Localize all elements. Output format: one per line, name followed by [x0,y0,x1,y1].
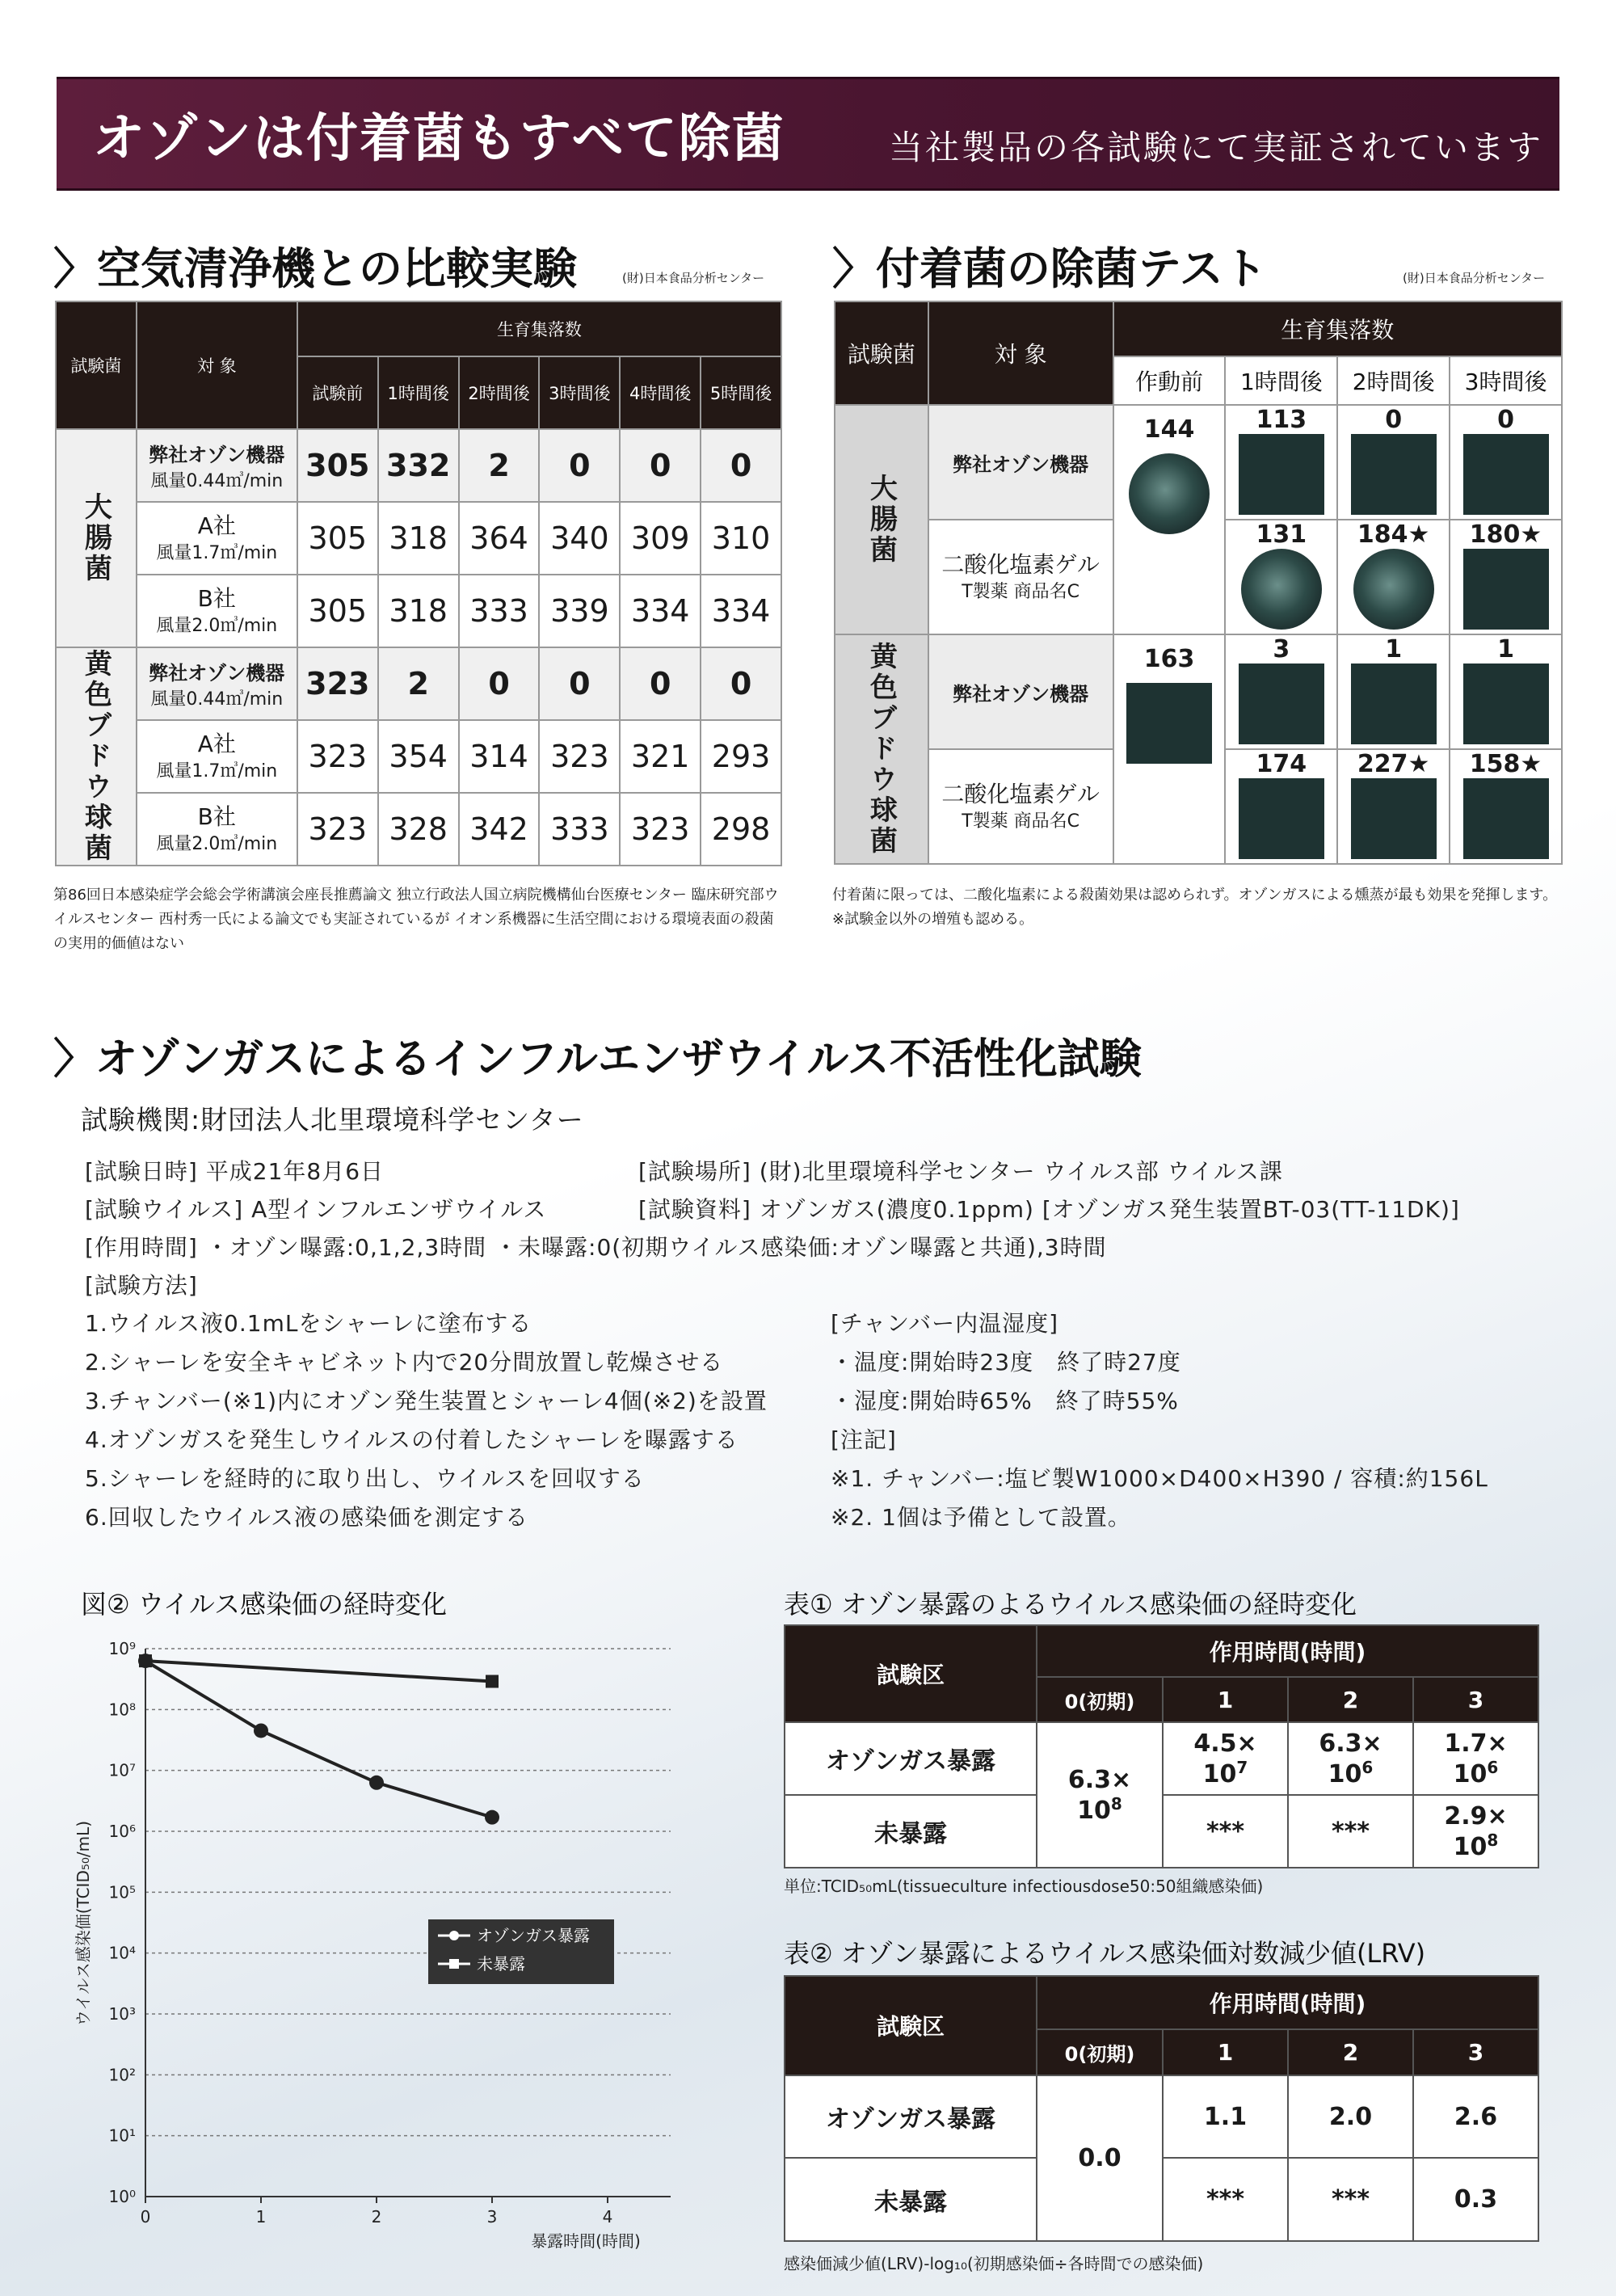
petri-dish-image [1239,664,1324,744]
cell: 323 [297,793,378,866]
header-strain: 試験菌 [56,301,137,429]
table-row [785,1722,1538,1795]
y-tick-label: 10⁵ [108,1882,136,1902]
figure-caption: 図② ウイルス感染価の経時変化 [81,1589,447,1620]
table2-head-top: 作用時間(時間) [1037,1976,1538,2029]
cell: 1.1 [1163,2075,1288,2159]
count-value: 1 [1497,635,1514,664]
cell: 323 [620,793,701,866]
cell: 305 [297,429,378,502]
value-exponent: 7 [1236,1757,1248,1777]
legend-marker-square [449,1959,459,1969]
petri-dish-image [1351,434,1437,515]
header-time: 3時間後 [539,356,620,429]
adhered-title: 〉付着菌の除菌テスト [832,242,1267,294]
chamber-heading: [チャンバー内温湿度] [831,1310,1059,1337]
y-tick-label: 10² [108,2065,136,2085]
table1-caption: 表① オゾン暴露のよるウイルス感染価の経時変化 [784,1589,1357,1620]
y-tick-label: 10⁴ [108,1943,136,1963]
col-label: 0(初期) [1037,2029,1163,2075]
banner-subtitle: 当社製品の各試験にて実証されています [889,128,1544,167]
cell: 0 [701,647,781,720]
col-label: 2 [1288,1677,1413,1722]
table1-head-top: 作用時間(時間) [1037,1625,1538,1677]
x-tick-label: 2 [371,2207,382,2226]
row-target: 弊社オゾン機器 [149,444,285,466]
row-airflow: 風量2.0㎥/min [156,615,278,636]
petri-dish-image [1351,778,1437,859]
cell: 0 [539,647,620,720]
test-place: [試験場所] (財)北里環境科学センター ウイルス部 ウイルス課 [638,1158,1283,1185]
cell: 333 [459,575,540,647]
legend-item: オゾンガス暴露 [477,1926,590,1945]
method-step: 6.回収したウイルス液の感染価を測定する [85,1504,529,1531]
col-label: 3 [1413,1677,1538,1722]
col-label: 2 [1288,2029,1413,2075]
cell: 328 [378,793,459,866]
row-target: 弊社オゾン機器 [953,682,1089,706]
petri-dish-image [1463,434,1549,515]
col-label: 3 [1413,2029,1538,2075]
col-label: 0(初期) [1037,1677,1163,1722]
cell: 0 [459,647,540,720]
value-exponent: 8 [1487,1830,1499,1850]
adhered-source: (財)日本食品分析センター [1403,271,1546,285]
header-colony-count: 生育集落数 [1113,301,1562,356]
x-tick-label: 0 [140,2207,151,2226]
value-exponent: 8 [1110,1793,1122,1814]
cell: 354 [378,720,459,793]
row-label: 未暴露 [785,1795,1037,1868]
comparison-title: 〉空気清浄機との比較実験 [53,242,577,294]
row-airflow: 風量2.0㎥/min [156,833,278,854]
count-value: 113 [1256,406,1307,434]
comparison-note: 第86回日本感染症学会総会学術講演会座長推薦論文 独立行政法人国立病院機構仙台医療センター 臨床研究部ウイルスセンター 西村秀一氏による論文でも実証されているが イオン系機器に生活空間における環境表面の殺菌の実用的価値はない [53,887,779,952]
value-base: 4.5× [1193,1729,1257,1758]
header-strain: 試験菌 [835,301,928,405]
petri-dish-image [1463,778,1549,859]
action-time: [作用時間] ・オゾン曝露:0,1,2,3時間 ・未曝露:0(初期ウイルス感染価:オゾン曝露と共通),3時間 [85,1234,1107,1261]
value-power: 10 [1328,1759,1362,1788]
header-time: 試験前 [297,356,378,429]
cell: 339 [539,575,620,647]
data-point [486,1675,499,1687]
cell: 2 [459,429,540,502]
value-base: 1.7× [1444,1729,1508,1758]
row-target: B社 [197,584,236,612]
data-point [139,1654,152,1667]
col-label: 1 [1163,2029,1288,2075]
row-target: A社 [197,512,236,539]
table2-caption: 表② オゾン暴露によるウイルス感染価対数減少値(LRV) [784,1938,1426,1969]
row-target: 二酸化塩素ゲル [941,780,1100,807]
cell: *** [1288,1795,1413,1868]
y-tick-label: 10⁶ [108,1822,136,1841]
header-time: 1時間後 [378,356,459,429]
cell: 333 [539,793,620,866]
col-label: 1 [1163,1677,1288,1722]
petri-dish-image [1351,664,1437,744]
data-point [485,1810,499,1825]
cell: 305 [297,502,378,575]
cell: 364 [459,502,540,575]
group-label: 大腸菌 [56,429,137,647]
method-step: 1.ウイルス液0.1mLをシャーレに塗布する [85,1310,532,1337]
row-target: A社 [197,730,236,757]
group-label: 黄色ブドウ球菌 [56,647,137,866]
chart-legend [428,1919,614,1984]
petri-dish-image [1463,664,1549,744]
x-tick-label: 1 [255,2207,267,2226]
row-target: 二酸化塩素ゲル [941,550,1100,578]
header-colony-count: 生育集落数 [297,301,781,356]
value-exponent: 6 [1361,1757,1374,1777]
cell: 310 [701,502,781,575]
petri-dish-image [1126,683,1212,764]
petri-dish-image [1353,549,1434,630]
row-target-detail: T製薬 商品名C [962,811,1080,832]
method-step: 4.オゾンガスを発生しウイルスの付着したシャーレを曝露する [85,1426,739,1453]
y-tick-label: 10⁹ [108,1639,136,1658]
y-tick-label: 10⁸ [108,1700,136,1720]
cell: 0 [620,647,701,720]
value-base: 6.3× [1067,1765,1132,1794]
table1-unit: 単位:TCID₅₀mL(tissueculture infectiousdose50:50組織感染価) [784,1877,1264,1896]
cell: 0.3 [1413,2158,1538,2241]
table1-head-left: 試験区 [785,1625,1037,1722]
banner-headline: オゾンは付着菌もすべて除菌 [93,109,785,169]
cell: 334 [620,575,701,647]
table-row [56,502,781,575]
table1 [784,1624,1539,1868]
comparison-source: (財)日本食品分析センター [622,271,765,285]
cell: 314 [459,720,540,793]
legend-item: 未暴露 [477,1954,525,1974]
row-airflow: 風量0.44㎥/min [150,471,284,491]
row-airflow: 風量1.7㎥/min [156,760,278,781]
header-target: 対 象 [928,301,1113,405]
cell: 318 [378,575,459,647]
cell: 334 [701,575,781,647]
cell: 293 [701,720,781,793]
title-banner [57,77,1559,191]
count-value: 180★ [1469,520,1542,549]
value-power: 10 [1202,1759,1237,1788]
cell: 321 [620,720,701,793]
petri-dish-image [1463,549,1549,630]
count-value: 158★ [1469,750,1542,778]
virus-title: 〉オゾンガスによるインフルエンザウイルス不活性化試験 [53,1034,1142,1084]
value-base: 2.9× [1444,1801,1508,1830]
row-airflow: 風量1.7㎥/min [156,542,278,563]
table-row [56,429,781,502]
table-row [56,793,781,866]
row-label: 未暴露 [785,2158,1037,2241]
value-power: 10 [1453,1759,1488,1788]
cell: 323 [539,720,620,793]
cell: 342 [459,793,540,866]
value-exponent: 6 [1487,1757,1499,1777]
test-virus: [試験ウイルス] A型インフルエンザウイルス [85,1196,547,1223]
header-time: 2時間後 [1337,356,1450,405]
row-target: 弊社オゾン機器 [953,453,1089,476]
virus-institute: 試験機関:財団法人北里環境科学センター [81,1104,584,1135]
count-value: 1 [1385,635,1403,664]
cell: *** [1288,2158,1413,2241]
cell: 323 [297,720,378,793]
adhered-note: 付着菌に限っては、二酸化塩素による殺菌効果は認められず。オゾンガスによる燻蒸が最も効果を発揮します。※試験金以外の増殖も認める。 [832,887,1558,928]
count-value: 0 [1497,406,1514,434]
header-time: 5時間後 [701,356,781,429]
data-point [254,1723,268,1738]
cell: 340 [539,502,620,575]
adhered-table [834,301,1563,865]
cell: 332 [378,429,459,502]
series-line-2 [145,1661,492,1681]
count-value: 184★ [1357,520,1430,549]
method-step: 3.チャンバー(※1)内にオゾン発生装置とシャーレ4個(※2)を設置 [85,1388,768,1414]
petri-dish-image [1239,778,1324,859]
count-value: 0 [1385,406,1403,434]
chamber-humidity: ・湿度:開始時65% 終了時55% [831,1388,1179,1414]
cell: 2.0 [1288,2075,1413,2159]
method-step: 2.シャーレを安全キャビネット内で20分間放置し乾燥させる [85,1349,724,1375]
y-tick-label: 10⁷ [108,1760,136,1780]
y-axis-label: ウイルス感染価(TCID₅₀/mL) [74,1820,93,2027]
cell: *** [1163,2158,1288,2241]
cell: 309 [620,502,701,575]
value-power: 10 [1077,1796,1111,1825]
line-chart [48,1624,711,2263]
header-time: 2時間後 [459,356,540,429]
series-line-1 [145,1661,492,1818]
row-target-detail: T製薬 商品名C [962,581,1080,602]
x-axis-label: 暴露時間(時間) [531,2231,641,2251]
table-row [56,575,781,647]
x-tick-label: 3 [486,2207,498,2226]
test-date: [試験日時] 平成21年8月6日 [85,1158,385,1185]
y-tick-label: 10³ [108,2004,136,2024]
legend-marker-circle [449,1931,459,1940]
test-material: [試験資料] オゾンガス(濃度0.1ppm) [オゾンガス発生装置BT-03(TT-11DK)] [638,1196,1460,1223]
petri-dish-image [1239,434,1324,515]
row-airflow: 風量0.44㎥/min [150,689,284,710]
row-label: オゾンガス暴露 [785,1722,1037,1795]
notes-heading: [注記] [831,1426,897,1453]
cell: 0 [701,429,781,502]
cell: 0 [539,429,620,502]
row-label: オゾンガス暴露 [785,2075,1037,2159]
petri-dish-image [1129,453,1210,534]
note-1: ※1. チャンバー:塩ビ製W1000×D400×H390 / 容積:約156L [831,1465,1488,1492]
cell: 323 [297,647,378,720]
table-row [56,647,781,720]
y-tick-label: 10⁰ [108,2187,136,2206]
header-time: 3時間後 [1450,356,1562,405]
data-point [369,1776,384,1790]
count-value: 227★ [1357,750,1430,778]
count-value: 144 [1143,415,1195,444]
header-target: 対 象 [137,301,297,429]
count-value: 131 [1256,520,1307,549]
group-label: 黄色ブドウ球菌 [835,634,928,864]
count-value: 3 [1273,635,1290,664]
table-row [835,634,1562,749]
chamber-temperature: ・温度:開始時23度 終了時27度 [831,1349,1181,1375]
x-tick-label: 4 [602,2207,613,2226]
header-time: 作動前 [1113,356,1226,405]
method-step: 5.シャーレを経時的に取り出し、ウイルスを回収する [85,1465,645,1492]
table2-footer: 感染価減少値(LRV)-log₁₀(初期感染価÷各時間での感染価) [784,2254,1204,2273]
method-heading: [試験方法] [85,1272,198,1299]
header-time: 1時間後 [1225,356,1337,405]
group-label: 大腸菌 [835,405,928,634]
note-2: ※2. 1個は予備として設置。 [831,1504,1131,1531]
table2-head-left: 試験区 [785,1976,1037,2075]
count-value: 163 [1143,645,1195,673]
cell: 0.0 [1037,2075,1163,2241]
table-row [56,720,781,793]
cell: 298 [701,793,781,866]
cell: 305 [297,575,378,647]
table-row [785,2075,1538,2159]
cell: *** [1163,1795,1288,1868]
comparison-table [55,301,782,866]
cell: 2.6 [1413,2075,1538,2159]
cell: 0 [620,429,701,502]
count-value: 174 [1256,750,1307,778]
table-row [835,405,1562,520]
value-power: 10 [1453,1832,1488,1861]
petri-dish-image [1241,549,1322,630]
row-target: B社 [197,803,236,830]
cell: 2 [378,647,459,720]
header-time: 4時間後 [620,356,701,429]
y-tick-label: 10¹ [108,2125,136,2146]
value-base: 6.3× [1319,1729,1382,1758]
row-target: 弊社オゾン機器 [149,662,285,685]
cell: 318 [378,502,459,575]
table2 [784,1975,1539,2242]
